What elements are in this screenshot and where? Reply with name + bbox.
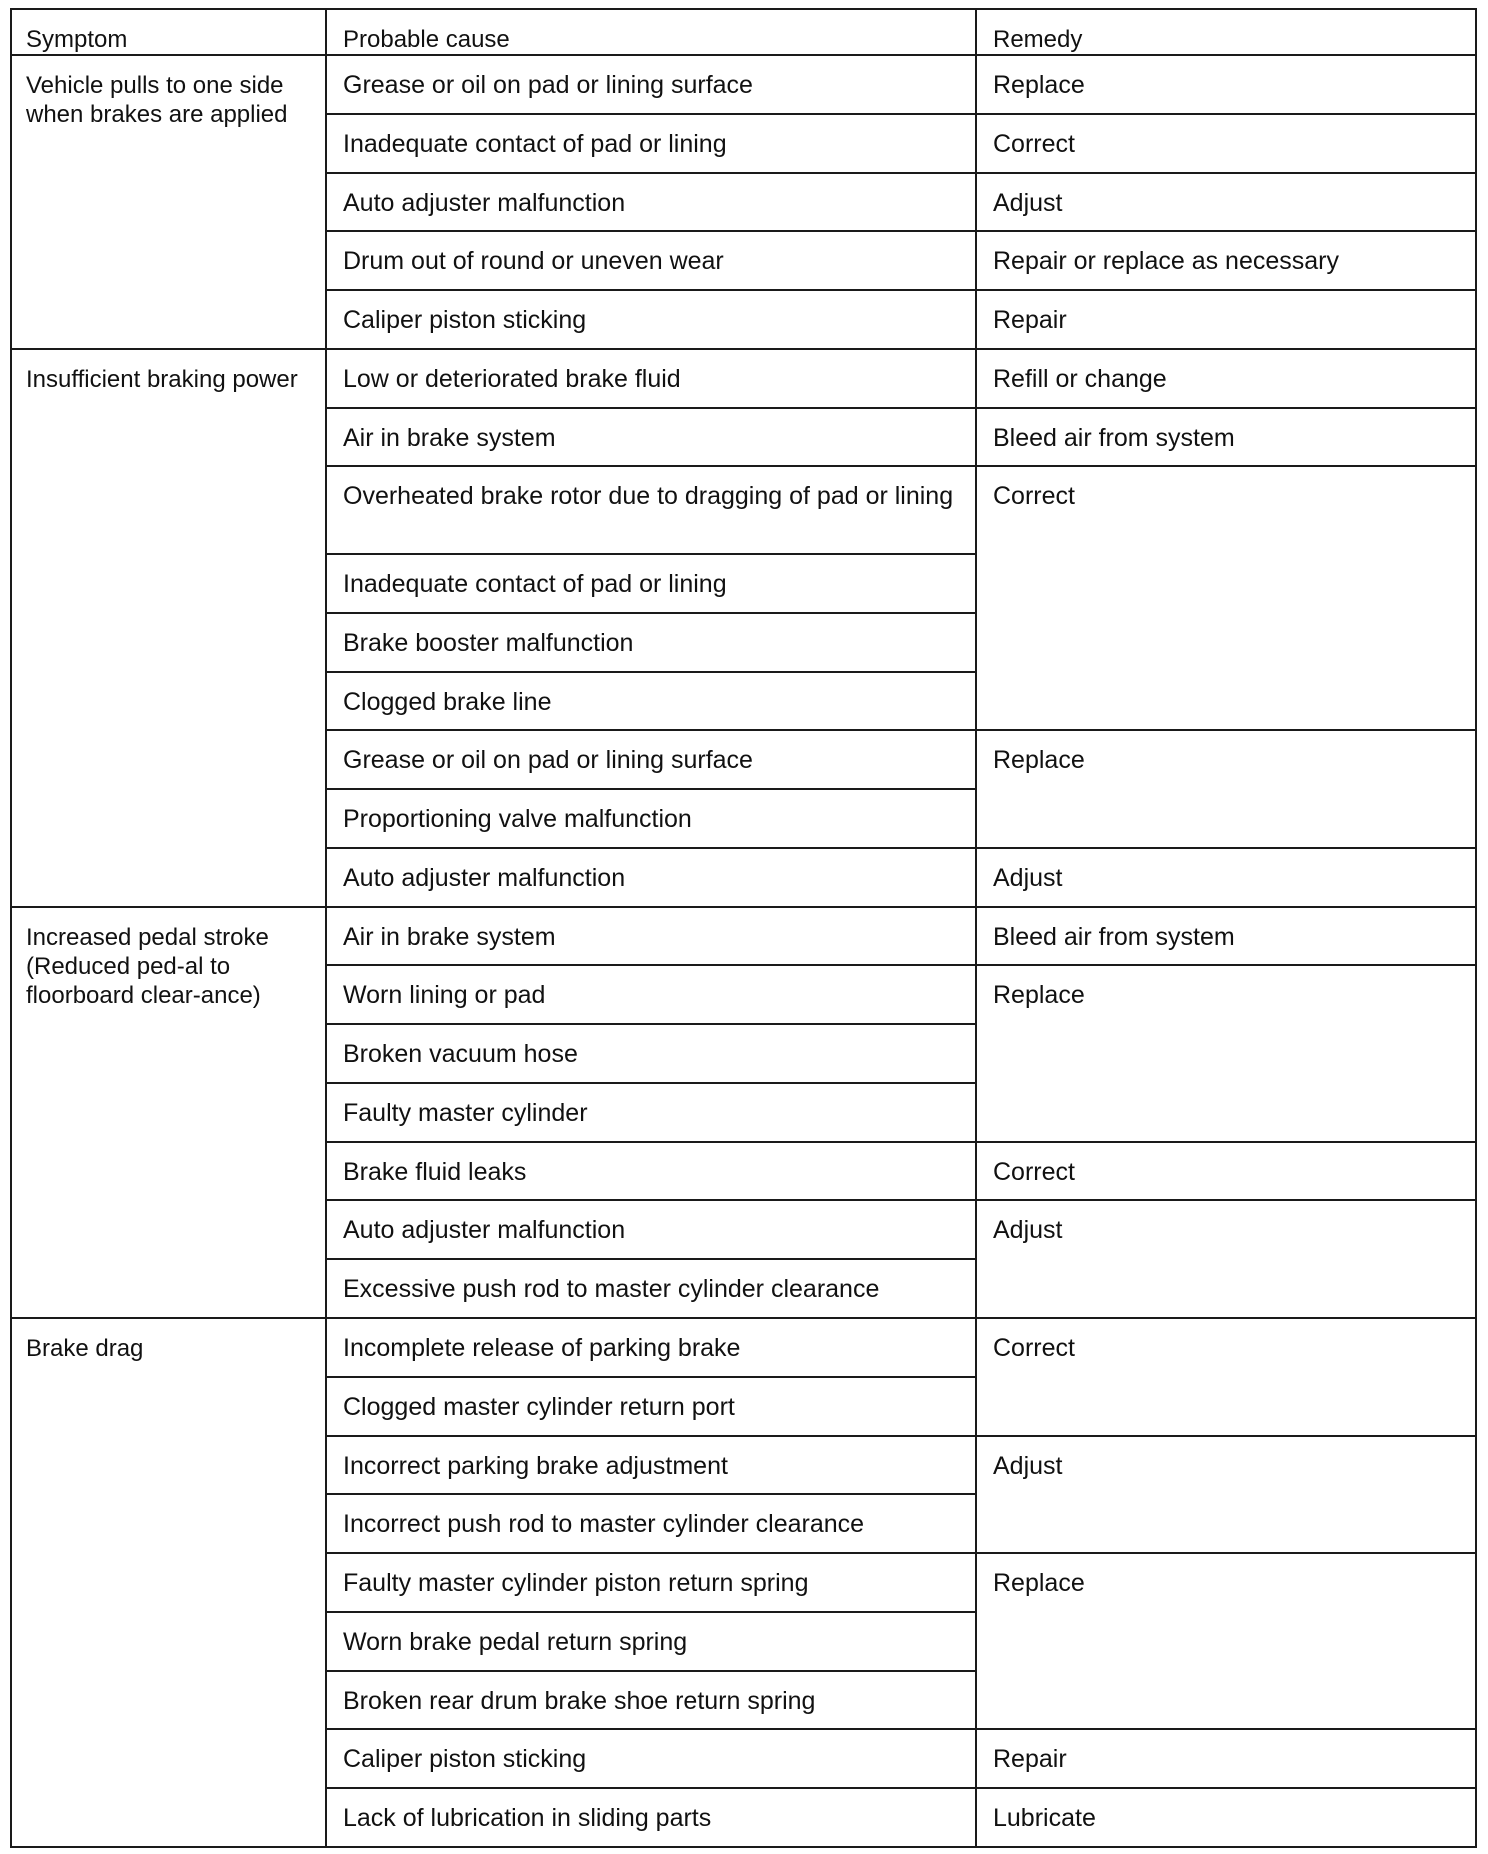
remedy-cell: Adjust <box>976 848 1476 907</box>
probable-cause-cell: Auto adjuster malfunction <box>326 848 976 907</box>
probable-cause-cell: Worn lining or pad <box>326 965 976 1024</box>
remedy-cell: Replace <box>976 55 1476 114</box>
probable-cause-cell: Broken rear drum brake shoe return spring <box>326 1671 976 1730</box>
probable-cause-cell: Grease or oil on pad or lining surface <box>326 55 976 114</box>
probable-cause-cell: Air in brake system <box>326 408 976 467</box>
header-probable-cause: Probable cause <box>326 9 976 55</box>
probable-cause-cell: Caliper piston sticking <box>326 1729 976 1788</box>
remedy-cell: Bleed air from system <box>976 907 1476 966</box>
table-row <box>11 55 1476 114</box>
probable-cause-cell: Inadequate contact of pad or lining <box>326 114 976 173</box>
remedy-cell: Adjust <box>976 1200 1476 1318</box>
header-symptom: Symptom <box>11 9 326 55</box>
probable-cause-cell: Clogged master cylinder return port <box>326 1377 976 1436</box>
symptom-cell: Brake drag <box>11 1318 326 1847</box>
remedy-cell: Lubricate <box>976 1788 1476 1847</box>
remedy-cell: Repair <box>976 290 1476 349</box>
probable-cause-cell: Incorrect push rod to master cylinder clearance <box>326 1494 976 1553</box>
probable-cause-cell: Brake fluid leaks <box>326 1142 976 1201</box>
remedy-cell: Adjust <box>976 173 1476 232</box>
table-header-row <box>11 9 1476 55</box>
remedy-cell: Correct <box>976 1318 1476 1436</box>
table-row <box>11 1318 1476 1377</box>
remedy-cell: Replace <box>976 1553 1476 1729</box>
table-body <box>11 55 1476 1847</box>
probable-cause-cell: Incomplete release of parking brake <box>326 1318 976 1377</box>
remedy-cell: Refill or change <box>976 349 1476 408</box>
remedy-cell: Repair or replace as necessary <box>976 231 1476 290</box>
probable-cause-cell: Auto adjuster malfunction <box>326 1200 976 1259</box>
remedy-cell: Repair <box>976 1729 1476 1788</box>
table-row <box>11 907 1476 966</box>
probable-cause-cell: Brake booster malfunction <box>326 613 976 672</box>
remedy-cell: Correct <box>976 1142 1476 1201</box>
probable-cause-cell: Clogged brake line <box>326 672 976 731</box>
remedy-cell: Correct <box>976 466 1476 730</box>
probable-cause-cell: Overheated brake rotor due to dragging of pad or lining <box>326 466 976 554</box>
remedy-cell: Replace <box>976 965 1476 1141</box>
troubleshooting-table <box>10 8 1477 1848</box>
probable-cause-cell: Excessive push rod to master cylinder clearance <box>326 1259 976 1318</box>
probable-cause-cell: Faulty master cylinder piston return spring <box>326 1553 976 1612</box>
probable-cause-cell: Worn brake pedal return spring <box>326 1612 976 1671</box>
probable-cause-cell: Lack of lubrication in sliding parts <box>326 1788 976 1847</box>
symptom-cell: Vehicle pulls to one side when brakes are applied <box>11 55 326 349</box>
symptom-cell: Increased pedal stroke (Reduced ped-al to floorboard clear-ance) <box>11 907 326 1318</box>
probable-cause-cell: Drum out of round or uneven wear <box>326 231 976 290</box>
symptom-cell: Insufficient braking power <box>11 349 326 907</box>
header-remedy: Remedy <box>976 9 1476 55</box>
table-row <box>11 349 1476 408</box>
remedy-cell: Replace <box>976 730 1476 848</box>
probable-cause-cell: Grease or oil on pad or lining surface <box>326 730 976 789</box>
remedy-cell: Correct <box>976 114 1476 173</box>
troubleshooting-sheet <box>10 8 1475 1848</box>
probable-cause-cell: Auto adjuster malfunction <box>326 173 976 232</box>
remedy-cell: Adjust <box>976 1436 1476 1554</box>
probable-cause-cell: Faulty master cylinder <box>326 1083 976 1142</box>
probable-cause-cell: Inadequate contact of pad or lining <box>326 554 976 613</box>
probable-cause-cell: Incorrect parking brake adjustment <box>326 1436 976 1495</box>
probable-cause-cell: Proportioning valve malfunction <box>326 789 976 848</box>
probable-cause-cell: Low or deteriorated brake fluid <box>326 349 976 408</box>
probable-cause-cell: Broken vacuum hose <box>326 1024 976 1083</box>
probable-cause-cell: Air in brake system <box>326 907 976 966</box>
probable-cause-cell: Caliper piston sticking <box>326 290 976 349</box>
remedy-cell: Bleed air from system <box>976 408 1476 467</box>
